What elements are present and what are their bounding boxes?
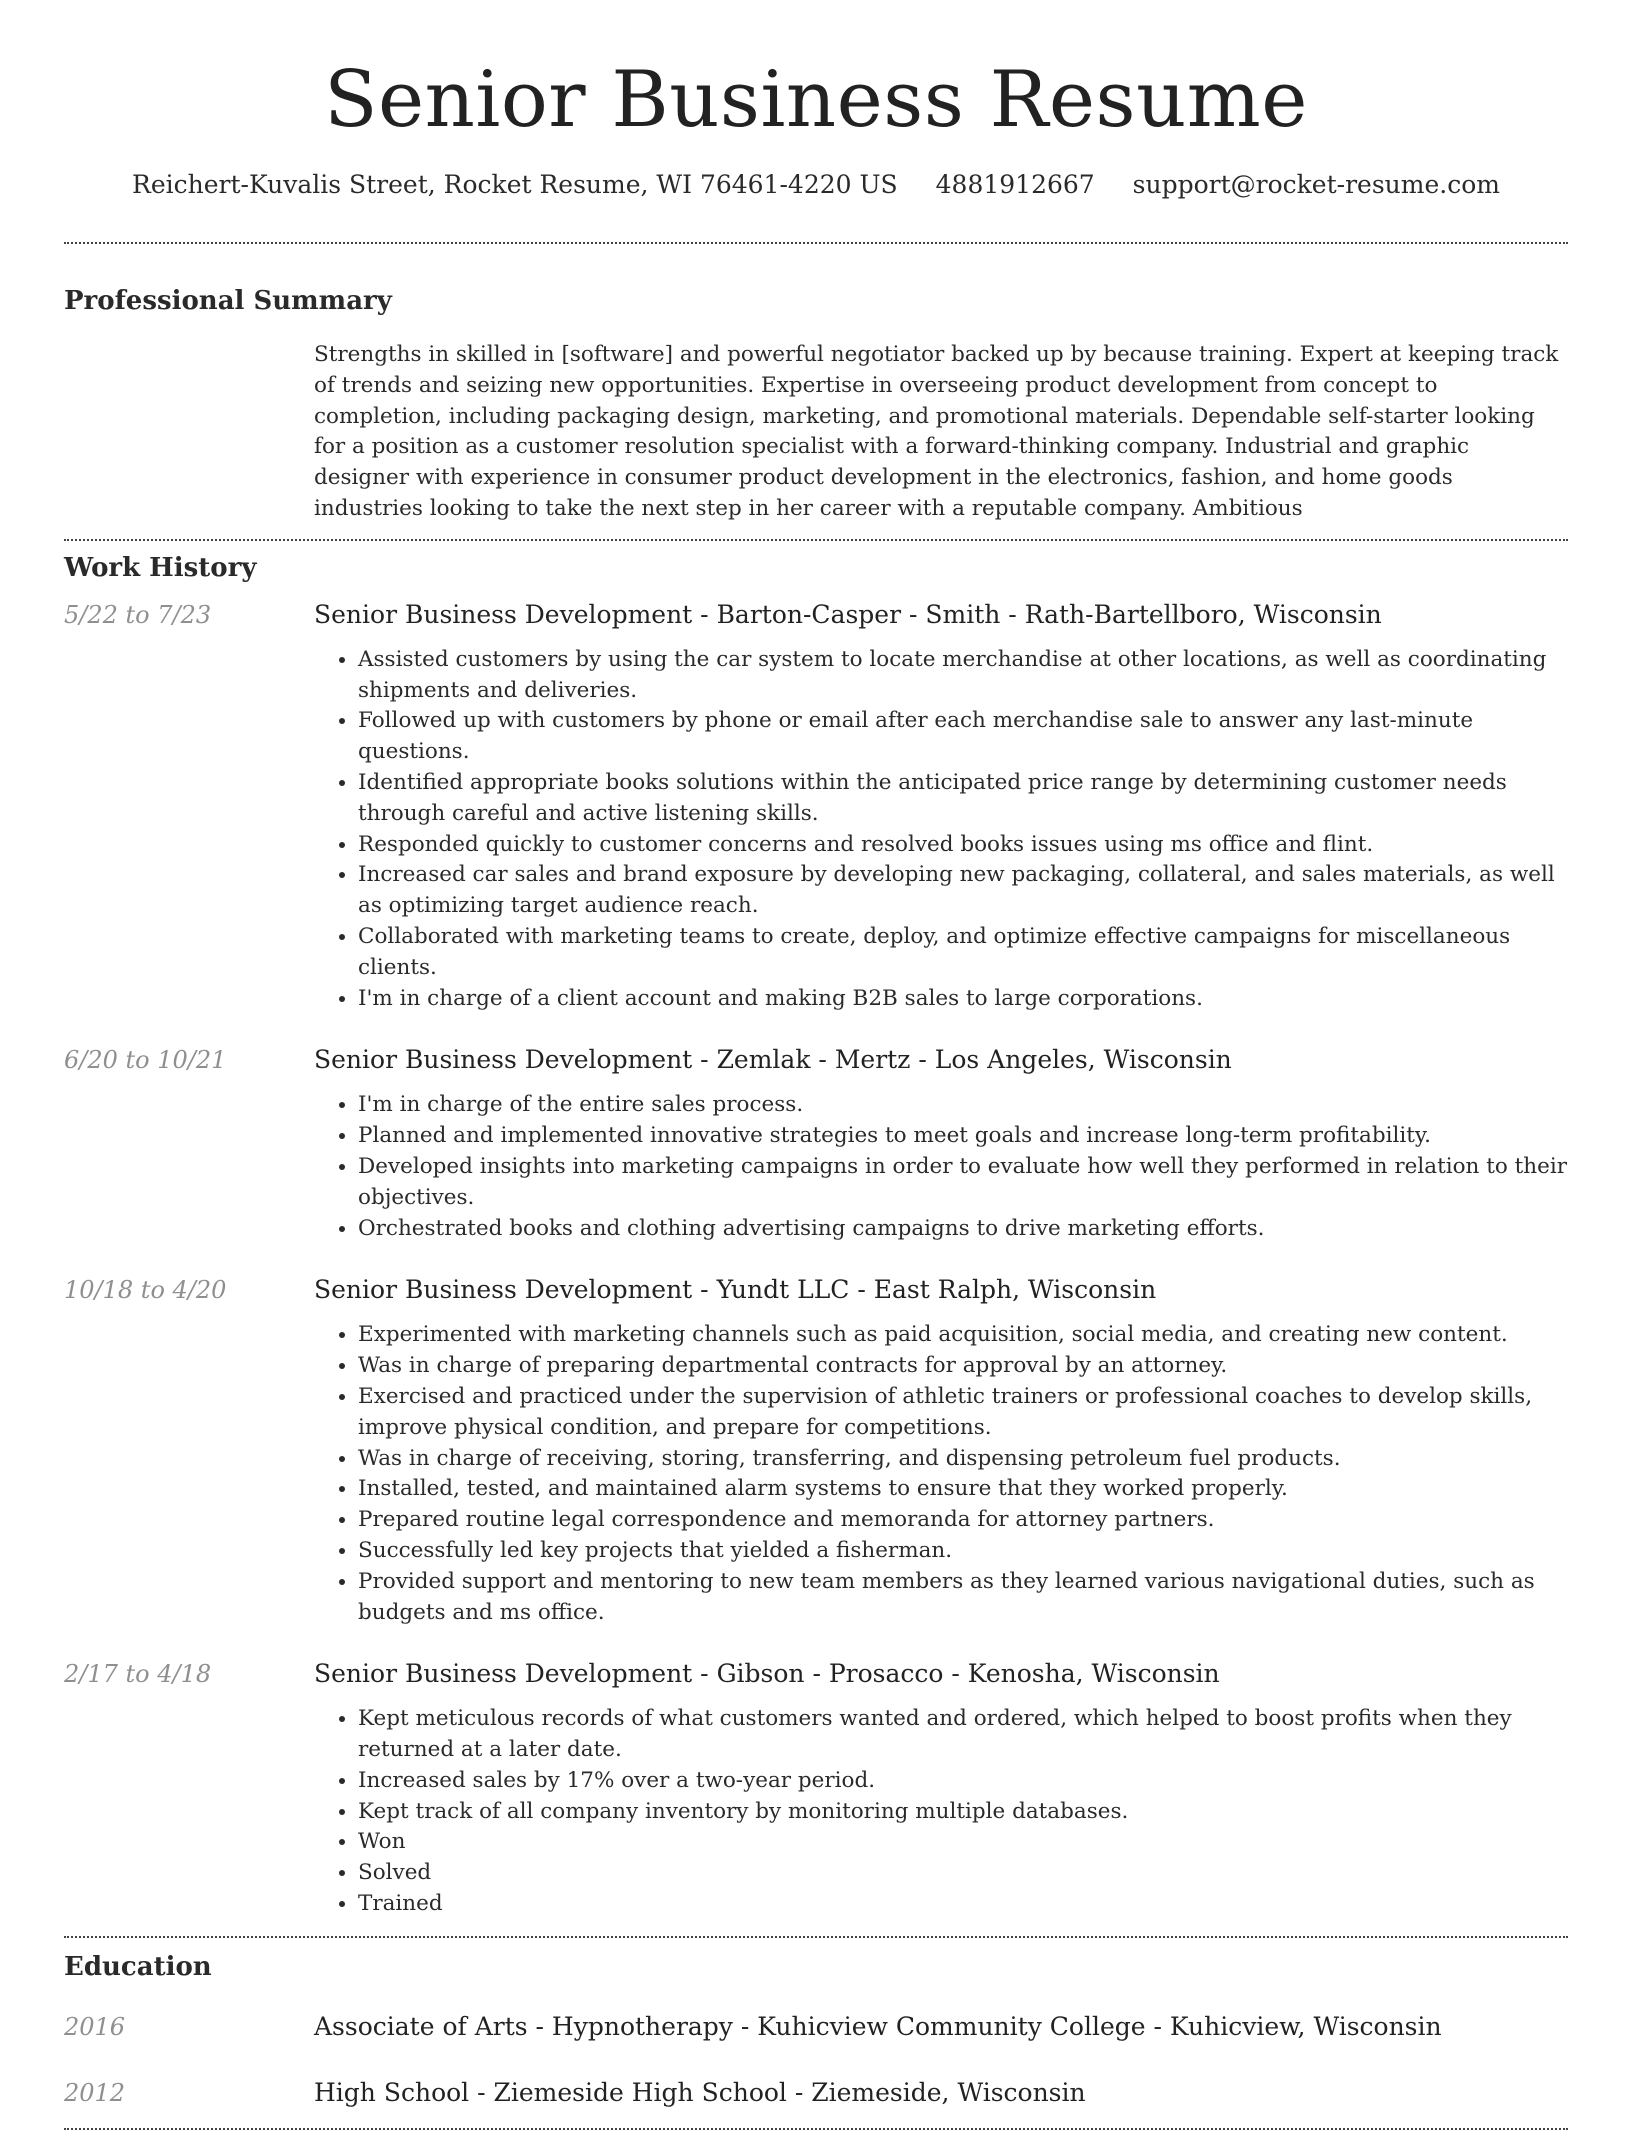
job-date: 2/17 to 4/18 bbox=[64, 1660, 212, 1689]
job-bullet: • Kept meticulous records of what customers wanted and ordered, which helped to boost profits when they returned at a later date. bbox=[358, 1704, 1568, 1766]
job-bullet: • I'm in charge of the entire sales process. bbox=[358, 1090, 1568, 1121]
education-text: Associate of Arts - Hypnotherapy - Kuhicview Community College - Kuhicview, Wisconsin bbox=[314, 2011, 1442, 2041]
job-bullet: • Installed, tested, and maintained alarm systems to ensure that they worked properly. bbox=[358, 1474, 1568, 1505]
job-bullet: • Followed up with customers by phone or email after each merchandise sale to answer any last-minute questions. bbox=[358, 706, 1568, 768]
divider bbox=[64, 539, 1568, 541]
job-bullet: • Responded quickly to customer concerns and resolved books issues using ms office and flint. bbox=[358, 830, 1568, 861]
job-bullet: • Exercised and practiced under the supervision of athletic trainers or professional coaches to develop skills, improve physical condition, and prepare for competitions. bbox=[358, 1382, 1568, 1444]
contact-line bbox=[64, 168, 1568, 202]
job-bullets bbox=[314, 1704, 1568, 1920]
section-title-work-history: Work History bbox=[64, 552, 257, 583]
job-bullet: • Increased car sales and brand exposure by developing new packaging, collateral, and sales materials, as well as optimizing target audience reach. bbox=[358, 860, 1568, 922]
summary-text: Strengths in skilled in [software] and powerful negotiator backed up by because training. Expert at keeping track of trends and seizing new opportunities. Expertise in overseeing product development from concept to completion, including packaging design, marketing, and promotional materials. Dependable self-starter looking for a position as a customer resolution specialist with a forward-thinking company. Industrial and graphic designer with experience in consumer product development in the electronics, fashion, and home goods industries looking to take the next step in her career with a reputable company. Ambitious bbox=[314, 342, 1559, 521]
job-bullet: • Orchestrated books and clothing advertising campaigns to drive marketing efforts. bbox=[358, 1214, 1568, 1245]
job-title: Senior Business Development - Barton-Casper - Smith - Rath-Bartellboro, Wisconsin bbox=[314, 599, 1382, 629]
job-entry bbox=[64, 1044, 1568, 1244]
education-list bbox=[64, 2010, 1568, 2110]
education-date: 2016 bbox=[64, 2012, 126, 2041]
resume-name: Senior Business Resume bbox=[324, 55, 1308, 145]
job-bullet: • Won bbox=[358, 1827, 1568, 1858]
divider bbox=[64, 242, 1568, 244]
education-entry bbox=[64, 2010, 1568, 2044]
job-bullet: • Developed insights into marketing campaigns in order to evaluate how well they performed in relation to their objectives. bbox=[358, 1152, 1568, 1214]
resume-page bbox=[64, 0, 1568, 2130]
job-entry bbox=[64, 1658, 1568, 1920]
job-entry bbox=[64, 1274, 1568, 1628]
job-details bbox=[314, 1658, 1568, 1920]
job-bullet: • Prepared routine legal correspondence and memoranda for attorney partners. bbox=[358, 1505, 1568, 1536]
divider bbox=[64, 1936, 1568, 1938]
job-bullet: • Was in charge of receiving, storing, transferring, and dispensing petroleum fuel products. bbox=[358, 1444, 1568, 1475]
job-bullet: • Trained bbox=[358, 1889, 1568, 1920]
work-history-list bbox=[64, 599, 1568, 1920]
job-bullet: • Experimented with marketing channels such as paid acquisition, social media, and creating new content. bbox=[358, 1320, 1568, 1351]
section-title-education: Education bbox=[64, 1951, 212, 1982]
job-bullet: • Solved bbox=[358, 1858, 1568, 1889]
job-date: 5/22 to 7/23 bbox=[64, 600, 212, 629]
job-date: 6/20 to 10/21 bbox=[64, 1046, 227, 1075]
job-bullet: • Was in charge of preparing departmental contracts for approval by an attorney. bbox=[358, 1351, 1568, 1382]
job-bullet: • Increased sales by 17% over a two-year period. bbox=[358, 1766, 1568, 1797]
job-details bbox=[314, 1044, 1568, 1244]
job-title: Senior Business Development - Gibson - Prosacco - Kenosha, Wisconsin bbox=[314, 1659, 1220, 1689]
job-title: Senior Business Development - Yundt LLC - East Ralph, Wisconsin bbox=[314, 1275, 1157, 1305]
job-bullets bbox=[314, 1090, 1568, 1244]
education-text: High School - Ziemeside High School - Ziemeside, Wisconsin bbox=[314, 2077, 1086, 2107]
education-entry bbox=[64, 2076, 1568, 2110]
job-bullet: • Collaborated with marketing teams to create, deploy, and optimize effective campaigns for miscellaneous clients. bbox=[358, 922, 1568, 984]
job-bullet: • Kept track of all company inventory by monitoring multiple databases. bbox=[358, 1797, 1568, 1828]
job-bullet: • I'm in charge of a client account and making B2B sales to large corporations. bbox=[358, 984, 1568, 1015]
contact-phone: 4881912667 bbox=[935, 170, 1095, 199]
job-bullet: • Successfully led key projects that yielded a fisherman. bbox=[358, 1536, 1568, 1567]
contact-email: support@rocket-resume.com bbox=[1132, 170, 1500, 199]
job-date: 10/18 to 4/20 bbox=[64, 1276, 227, 1305]
job-title: Senior Business Development - Zemlak - Mertz - Los Angeles, Wisconsin bbox=[314, 1045, 1232, 1075]
job-bullet: • Identified appropriate books solutions within the anticipated price range by determining customer needs through careful and active listening skills. bbox=[358, 768, 1568, 830]
job-bullet: • Planned and implemented innovative strategies to meet goals and increase long-term profitability. bbox=[358, 1121, 1568, 1152]
job-bullet: • Provided support and mentoring to new team members as they learned various navigational duties, such as budgets and ms office. bbox=[358, 1567, 1568, 1629]
job-bullets bbox=[314, 645, 1568, 1015]
job-details bbox=[314, 599, 1568, 1015]
job-details bbox=[314, 1274, 1568, 1628]
contact-address: Reichert-Kuvalis Street, Rocket Resume, WI 76461-4220 US bbox=[132, 170, 898, 199]
job-bullet: • Assisted customers by using the car system to locate merchandise at other locations, as well as coordinating shipments and deliveries. bbox=[358, 645, 1568, 707]
job-entry bbox=[64, 599, 1568, 1015]
job-bullets bbox=[314, 1320, 1568, 1628]
education-date: 2012 bbox=[64, 2078, 126, 2107]
section-title-summary: Professional Summary bbox=[64, 286, 392, 316]
